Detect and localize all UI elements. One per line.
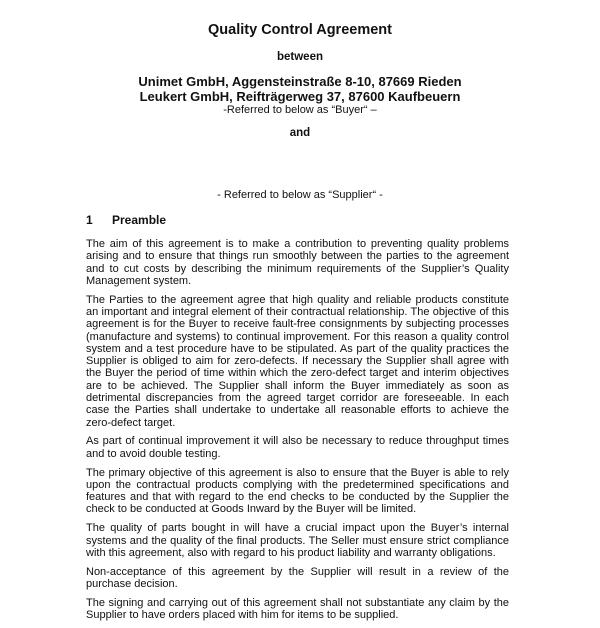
paragraph: The signing and carrying out of this agreement shall not substantiate any claim by the Supplier to have orders placed with him for items to be supplied. <box>86 596 509 622</box>
supplier-reference-note: - Referred to below as “Supplier“ - <box>217 189 383 201</box>
paragraph: The primary objective of this agreement is also to ensure that the Buyer is able to rely upon the contractual products complying with the predetermined specifications and features and that with regard to the end checks to be conducted by the Supplier the check to be conducted at Goods Inward by the Buyer will be limited. <box>86 466 509 516</box>
document-title: Quality Control Agreement <box>208 22 392 38</box>
buyer-party-address-2: Leukert GmbH, Reifträgerweg 37, 87600 Kaufbeuern <box>139 89 461 104</box>
and-label: and <box>289 127 311 139</box>
buyer-party-address: Unimet GmbH, Aggensteinstraße 8-10, 87669 Rieden <box>138 74 462 89</box>
paragraph: The aim of this agreement is to make a contribution to preventing quality problems arising and to ensure that things run smoothly between the parties to the agreement and to cut costs by describing the minimum requirements of the Supplier’s Quality Management system. <box>86 238 509 287</box>
between-label: between <box>276 51 323 63</box>
paragraph: As part of continual improvement it will also be necessary to reduce throughput times and to avoid double testing. <box>86 435 509 460</box>
buyer-reference-note: -Referred to below as “Buyer“ – <box>223 104 377 116</box>
section-number: 1 <box>86 213 93 227</box>
preamble-body <box>86 238 509 628</box>
paragraph: The Parties to the agreement agree that high quality and reliable products constitute an important and integral element of their contractual relationship. The objective of this agreement is for the Buyer to receive fault-free consignments by subjecting processes (manufacture and systems) to continual improvement. For this reason a quality control system and a test procedure have to be stipulated. As part of the quality practices the Supplier is obliged to aim for zero-defects. If necessary the Supplier shall agree with the Buyer the period of time within which the zero-defect target and interim objectives are to be achieved. The Supplier shall inform the Buyer immediately as soon as detrimental discrepancies from the agreed target corridor are foreseeable. In each case the Parties shall undertake to undertake all reasonable efforts to achieve the zero-defect target. <box>86 293 509 429</box>
paragraph: The quality of parts bought in will have a crucial impact upon the Buyer’s internal systems and the quality of the final products. The Seller must ensure strict compliance with this agreement, also with regard to his product liability and warranty obligations. <box>86 522 509 559</box>
section-heading: Preamble <box>112 213 167 227</box>
paragraph: Non-acceptance of this agreement by the Supplier will result in a review of the purchase decision. <box>86 565 509 590</box>
